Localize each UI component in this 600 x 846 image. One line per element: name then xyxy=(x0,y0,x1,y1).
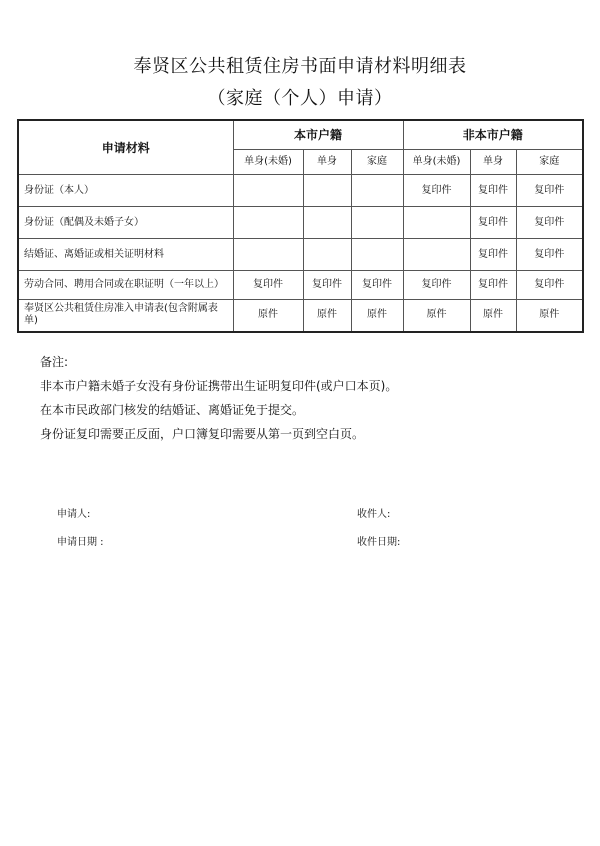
sub-header: 单身(未婚) xyxy=(403,150,470,175)
requirement-cell: 原件 xyxy=(403,300,470,332)
document-title: 奉贤区公共租赁住房书面申请材料明细表 xyxy=(133,56,467,77)
sub-header: 家庭 xyxy=(516,150,583,175)
sub-header: 单身 xyxy=(470,150,516,175)
notes-heading: 备注: xyxy=(40,355,69,369)
requirement-cell xyxy=(351,207,403,239)
table-row xyxy=(18,239,583,271)
table-row xyxy=(18,207,583,239)
requirement-cell xyxy=(303,175,351,207)
requirement-cell: 复印件 xyxy=(233,271,303,300)
requirement-cell xyxy=(303,207,351,239)
requirement-cell xyxy=(233,207,303,239)
requirement-cell: 复印件 xyxy=(516,239,583,271)
note-line: 非本市户籍未婚子女没有身份证携带出生证明复印件(或户口本页)。 xyxy=(40,379,398,393)
requirement-cell: 复印件 xyxy=(403,271,470,300)
notes-section xyxy=(40,350,397,446)
requirement-cell xyxy=(233,239,303,271)
requirement-cell: 复印件 xyxy=(403,175,470,207)
sub-header: 家庭 xyxy=(351,150,403,175)
local-household-header: 本市户籍 xyxy=(233,120,403,150)
requirement-cell xyxy=(351,239,403,271)
receive-date-label: 收件日期: xyxy=(357,537,401,548)
table-row xyxy=(18,300,583,332)
requirement-cell: 原件 xyxy=(303,300,351,332)
requirement-cell: 复印件 xyxy=(516,207,583,239)
document-subtitle: （家庭（个人）申请） xyxy=(207,88,393,109)
sub-header: 单身(未婚) xyxy=(233,150,303,175)
table-row xyxy=(18,271,583,300)
materials-table xyxy=(17,119,584,333)
receiver-label: 收件人: xyxy=(357,509,391,520)
requirement-cell xyxy=(403,207,470,239)
requirement-cell: 复印件 xyxy=(351,271,403,300)
material-name: 奉贤区公共租赁住房准入申请表(包含附属表单) xyxy=(18,300,233,332)
material-name: 劳动合同、聘用合同或在职证明（一年以上） xyxy=(18,271,233,300)
requirement-cell: 原件 xyxy=(351,300,403,332)
requirement-cell: 复印件 xyxy=(470,239,516,271)
material-name: 身份证（配偶及未婚子女） xyxy=(18,207,233,239)
requirement-cell xyxy=(403,239,470,271)
nonlocal-household-header: 非本市户籍 xyxy=(403,120,583,150)
material-name: 身份证（本人） xyxy=(18,175,233,207)
requirement-cell: 原件 xyxy=(233,300,303,332)
material-name: 结婚证、离婚证或相关证明材料 xyxy=(18,239,233,271)
requirement-cell: 原件 xyxy=(470,300,516,332)
table-row xyxy=(18,175,583,207)
requirement-cell: 复印件 xyxy=(303,271,351,300)
note-line: 身份证复印需要正反面，户口簿复印需要从第一页到空白页。 xyxy=(40,427,365,441)
requirement-cell xyxy=(233,175,303,207)
requirement-cell: 复印件 xyxy=(470,175,516,207)
apply-date-label: 申请日期 : xyxy=(57,537,104,548)
requirement-cell: 复印件 xyxy=(516,271,583,300)
applicant-label: 申请人: xyxy=(57,509,91,520)
sub-header: 单身 xyxy=(303,150,351,175)
requirement-cell: 复印件 xyxy=(516,175,583,207)
note-line: 在本市民政部门核发的结婚证、离婚证免于提交。 xyxy=(40,403,305,417)
requirement-cell xyxy=(351,175,403,207)
requirement-cell: 原件 xyxy=(516,300,583,332)
requirement-cell: 复印件 xyxy=(470,207,516,239)
material-header: 申请材料 xyxy=(18,120,233,175)
requirement-cell: 复印件 xyxy=(470,271,516,300)
requirement-cell xyxy=(303,239,351,271)
